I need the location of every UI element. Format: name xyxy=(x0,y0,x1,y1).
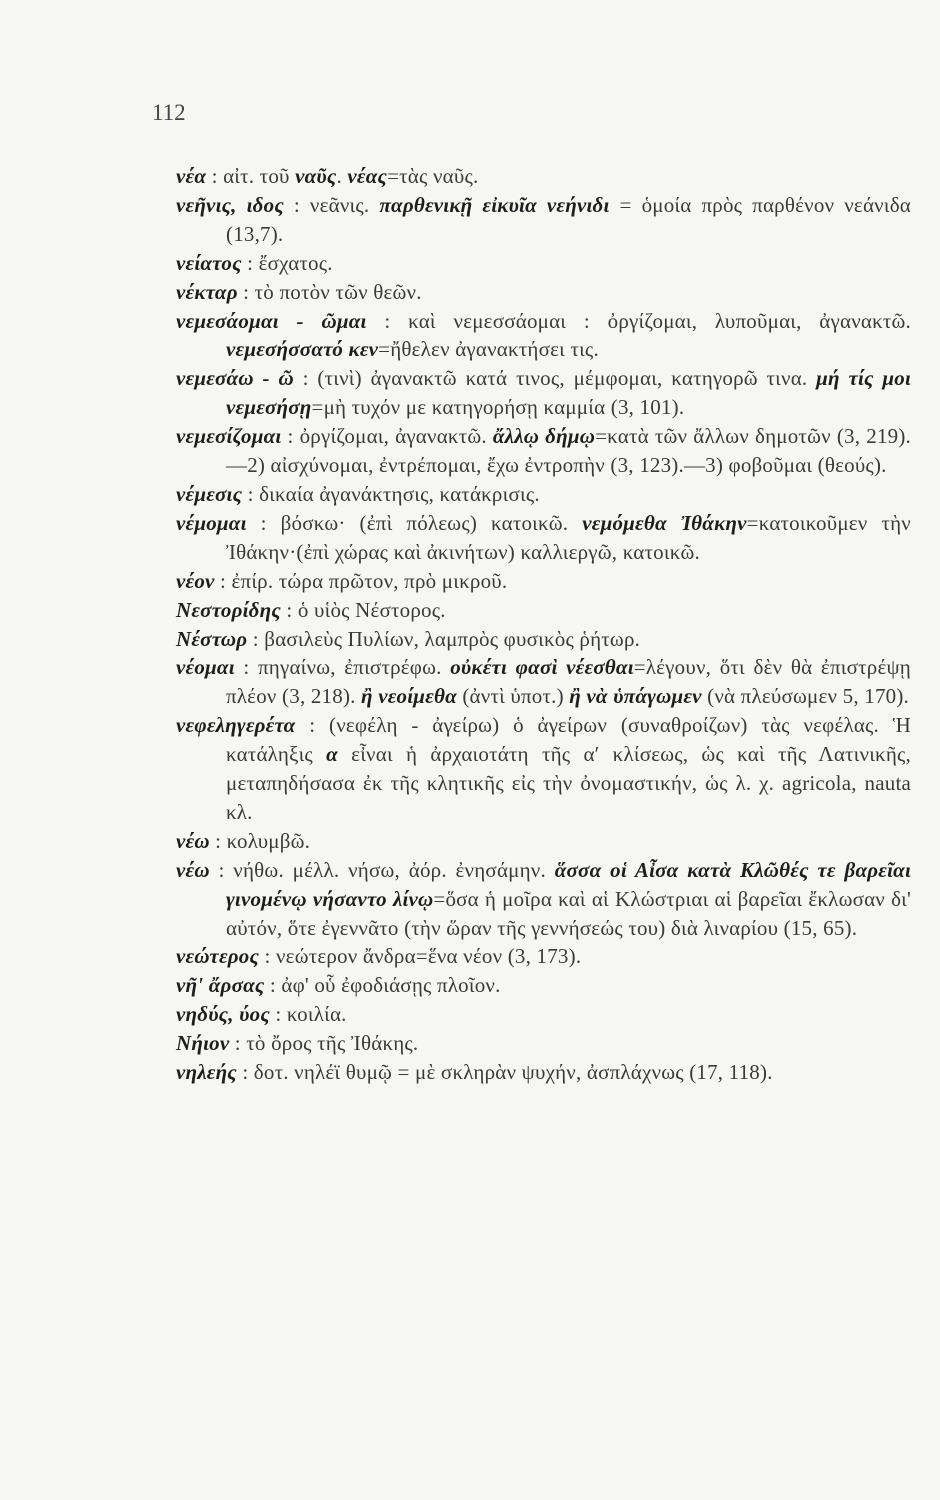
dictionary-entry xyxy=(176,856,911,943)
entry-text: : (τινὶ) ἀγανακτῶ κατά τινος, μέμφομαι, κατηγορῶ τινα. xyxy=(293,366,817,391)
dictionary-entry xyxy=(176,249,911,278)
entry-text: =κατοικοῦμεν τὴν Ἰθάκην·(ἐπὶ χώρας καὶ ἀκινήτων) καλλιεργῶ, κατοικῶ. xyxy=(226,510,911,564)
entry-headword: νῆ' ἄρσας xyxy=(176,973,265,998)
dictionary-entry xyxy=(176,942,911,971)
entry-text: (νὰ πλεύσωμεν 5, 170). xyxy=(701,684,909,709)
entry-text: εἶναι ἡ ἀρχαιοτάτη τῆς αʹ κλίσεως, ὡς καὶ τῆς Λατινικῆς, μεταπηδήσασα ἐκ τῆς κλητικῆς εἰς τὴν ὀνομαστικήν, ὡς λ. χ. agricola, nauta κλ. xyxy=(226,742,911,824)
entry-text: : ἀφ' οὗ ἐφοδιάσῃς πλοῖον. xyxy=(264,973,501,998)
dictionary-entry xyxy=(176,1058,911,1087)
dictionary-entry xyxy=(176,1029,911,1058)
entry-headword: νεφεληγερέτα xyxy=(176,713,296,738)
entry-text: : ὁ υἱὸς Νέστορος. xyxy=(280,597,446,622)
entry-headword: Νέστωρ xyxy=(176,626,248,651)
entry-text: : αἰτ. τοῦ xyxy=(206,164,296,188)
entry-quotation: παρθενικῇ εἰκυῖα νεήνιδι xyxy=(379,192,610,217)
entry-headword: νέμομαι xyxy=(176,510,247,535)
entry-quotation: ἢ νὰ ὑπάγωμεν xyxy=(569,684,702,709)
dictionary-entry xyxy=(176,364,911,422)
entry-quotation: α xyxy=(326,742,338,767)
entry-text: : νεᾶνις. xyxy=(283,192,380,217)
dictionary-entry xyxy=(176,596,911,625)
entry-quotation: οὐκέτι φασὶ νέεσθαι xyxy=(450,655,634,680)
entry-quotation: μή τίς μοι νεμεσήσῃ xyxy=(226,366,911,420)
entry-headword: νεμεσάομαι - ῶμαι xyxy=(176,308,367,333)
dictionary-entry xyxy=(176,307,911,365)
entry-text: : ὀργίζομαι, ἀγανακτῶ. xyxy=(281,424,493,449)
dictionary-entry xyxy=(176,625,911,654)
entry-text: : πηγαίνω, ἐπιστρέφω. xyxy=(234,655,451,680)
entry-quotation: ἄλλῳ δήμῳ xyxy=(492,424,596,449)
entry-quotation: νεμόμεθα Ἰθάκην xyxy=(582,510,747,535)
entry-quotation: ναῦς xyxy=(295,164,337,188)
dictionary-entry xyxy=(176,827,911,856)
dictionary-entry xyxy=(176,480,911,509)
entry-text: : δικαία ἀγανάκτησις, κατάκρισις. xyxy=(242,481,540,506)
entry-text: =ὅσα ἡ μοῖρα καὶ αἱ Κλώστριαι αἱ βαρεῖαι ἔκλωσαν δι' αὐτόν, ὅτε ἐγεννᾶτο (τὴν ὥραν τῆς γεννήσεώς του) διὰ λιναρίου (15, 65). xyxy=(226,886,911,940)
entry-headword: νέομαι xyxy=(176,655,235,680)
entry-text: =τὰς ναῦς. xyxy=(387,164,479,188)
entry-text: : βόσκω· (ἐπὶ πόλεως) κατοικῶ. xyxy=(246,510,583,535)
dictionary-entry xyxy=(176,971,911,1000)
dictionary-entry xyxy=(176,162,911,191)
entry-text: : τὸ ὄρος τῆς Ἰθάκης. xyxy=(229,1031,419,1056)
entry-headword: νέκταρ xyxy=(176,279,238,304)
dictionary-entry xyxy=(176,509,911,567)
entry-text: : τὸ ποτὸν τῶν θεῶν. xyxy=(237,279,422,304)
dictionary-entry xyxy=(176,567,911,596)
entry-text: =λέγουν, ὅτι δὲν θὰ ἐπιστρέψῃ πλέον (3, 218). xyxy=(226,655,911,709)
entry-headword: νηδύς, ύος xyxy=(176,1002,270,1027)
dictionary-entry xyxy=(176,1000,911,1029)
entry-text: : καὶ νεμεσσάομαι : ὀργίζομαι, λυποῦμαι, ἀγανακτῶ. xyxy=(366,308,911,333)
entry-headword: νείατος xyxy=(176,250,242,275)
entry-headword: νέω xyxy=(176,857,210,882)
entry-text: : νήθω. μέλλ. νήσω, ἀόρ. ἐνησάμην. xyxy=(209,857,555,882)
dictionary-entry xyxy=(176,711,911,827)
entry-text: =ἤθελεν ἀγανακτήσει τις. xyxy=(378,337,599,362)
entry-text: : ἔσχατος. xyxy=(241,250,333,275)
entry-text: : ἐπίρ. τώρα πρῶτον, πρὸ μικροῦ. xyxy=(214,568,508,593)
page-number: 112 xyxy=(152,100,186,125)
entry-headword: νέω xyxy=(176,828,210,853)
dictionary-entry xyxy=(176,653,911,711)
entry-headword: νέμεσις xyxy=(176,481,243,506)
dictionary-entry xyxy=(176,278,911,307)
entry-quotation: ἅσσα οἱ Αἶσα κατὰ Κλῶθές τε βαρεῖαι γινομένῳ νήσαντο λίνῳ xyxy=(226,857,911,911)
entry-headword: Νεστορίδης xyxy=(176,597,281,622)
entry-text: = ὁμοία πρὸς παρθένον νεάνιδα (13,7). xyxy=(226,192,911,246)
dictionary-entry xyxy=(176,422,911,480)
entry-text: : κοιλία. xyxy=(269,1002,347,1027)
dictionary-entry xyxy=(176,191,911,249)
entry-headword: νεώτερος xyxy=(176,944,260,969)
entry-headword: Νήιον xyxy=(176,1031,230,1056)
entry-headword: νηλεής xyxy=(176,1060,237,1085)
entry-text: : (νεφέλη - ἀγείρω) ὁ ἀγείρων (συναθροίζων) τὰς νεφέλας. Ἡ κατάληξις xyxy=(226,713,911,767)
entry-text: (ἀντὶ ὑποτ.) xyxy=(456,684,570,709)
entry-text: =μὴ τυχόν με κατηγορήσῃ καμμία (3, 101). xyxy=(311,395,685,420)
entry-list xyxy=(176,162,911,1087)
entry-headword: νέα xyxy=(176,164,207,188)
entry-text: : νεώτερον ἄνδρα=ἕνα νέον (3, 173). xyxy=(259,944,582,969)
entry-quotation: νεμεσήσσατό κεν xyxy=(226,337,379,362)
entry-quotation: ἢ νεοίμεθα xyxy=(361,684,457,709)
entry-text: . xyxy=(336,164,348,188)
entry-headword: νεμεσάω - ῶ xyxy=(176,366,294,391)
entry-headword: νέον xyxy=(176,568,215,593)
entry-headword: νεμεσίζομαι xyxy=(176,424,282,449)
entry-text: : δοτ. νηλέϊ θυμῷ = μὲ σκληρὰν ψυχήν, ἀσπλάχνως (17, 118). xyxy=(236,1060,773,1085)
entry-text: =κατὰ τῶν ἄλλων δημοτῶν (3, 219).—2) αἰσχύνομαι, ἐντρέπομαι, ἔχω ἐντροπὴν (3, 123).—3) φοβοῦμαι (θεούς). xyxy=(226,424,911,478)
entry-quotation: νέας xyxy=(347,164,388,188)
entry-text: : κολυμβῶ. xyxy=(209,828,311,853)
entry-text: : βασιλεὺς Πυλίων, λαμπρὸς φυσικὸς ῥήτωρ. xyxy=(247,626,641,651)
entry-headword: νεῆνις, ιδος xyxy=(176,192,284,217)
